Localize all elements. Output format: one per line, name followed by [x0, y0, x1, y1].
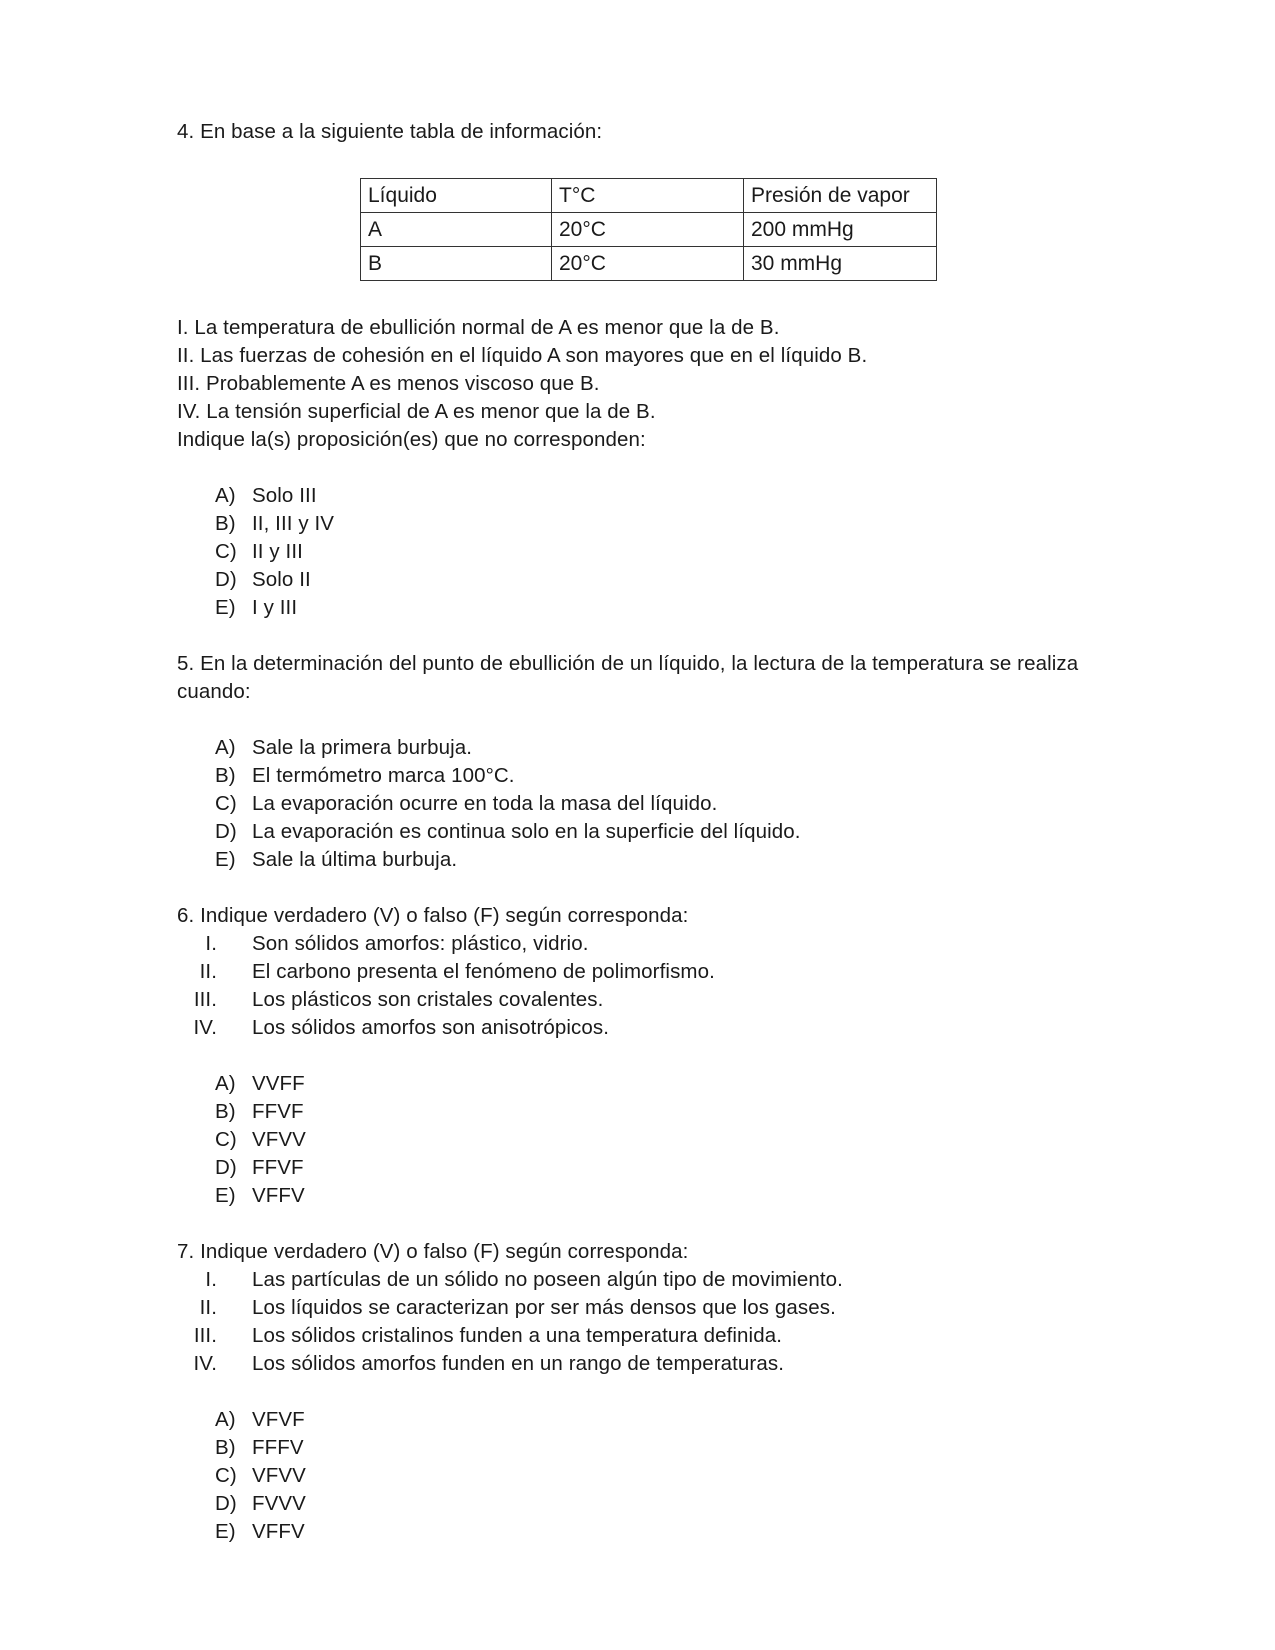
option-b	[215, 510, 334, 538]
option-text: FVVV	[252, 1492, 306, 1515]
option-text: VFFV	[252, 1184, 305, 1207]
option-e	[215, 846, 457, 874]
option-text: VFVV	[252, 1464, 306, 1487]
option-letter: B)	[215, 1436, 236, 1459]
statement: Los sólidos amorfos son anisotrópicos.	[252, 1016, 610, 1039]
option-letter: D)	[215, 1492, 237, 1515]
table-header-row	[361, 179, 937, 213]
option-text: I y III	[252, 596, 298, 619]
option-letter: C)	[215, 792, 237, 815]
statement: II. Las fuerzas de cohesión en el líquido A son mayores que en el líquido B.	[177, 344, 868, 367]
option-letter: A)	[215, 1408, 236, 1431]
statement: Los líquidos se caracterizan por ser más densos que los gases.	[252, 1296, 836, 1319]
option-text: Solo III	[252, 484, 317, 507]
option-letter: A)	[215, 736, 236, 759]
option-letter: D)	[215, 1156, 237, 1179]
option-letter: E)	[215, 1520, 236, 1543]
question-4-title: 4. En base a la siguiente tabla de información:	[177, 120, 603, 143]
option-e	[215, 1518, 305, 1546]
statement-number: I.	[205, 932, 217, 955]
option-text: Sale la última burbuja.	[252, 848, 458, 871]
option-text: FFFV	[252, 1436, 304, 1459]
option-letter: B)	[215, 512, 236, 535]
table-row	[361, 247, 937, 281]
statement-number: IV.	[193, 1352, 217, 1375]
statement-number: II.	[199, 1296, 217, 1319]
option-b	[215, 762, 515, 790]
option-d	[215, 1154, 304, 1182]
table-cell: 20°C	[552, 213, 744, 247]
option-letter: D)	[215, 568, 237, 591]
option-text: VFFV	[252, 1520, 305, 1543]
table-header-cell: T°C	[552, 179, 744, 213]
statement: El carbono presenta el fenómeno de polimorfismo.	[252, 960, 715, 983]
option-letter: A)	[215, 1072, 236, 1095]
option-text: VFVV	[252, 1128, 306, 1151]
question-5-title: 5. En la determinación del punto de ebullición de un líquido, la lectura de la temperatura se realiza	[177, 652, 1079, 675]
option-text: VFVF	[252, 1408, 305, 1431]
vapor-pressure-table	[360, 178, 937, 281]
statement: Son sólidos amorfos: plástico, vidrio.	[252, 932, 589, 955]
statement: Los plásticos son cristales covalentes.	[252, 988, 604, 1011]
option-letter: C)	[215, 1464, 237, 1487]
option-letter: C)	[215, 540, 237, 563]
table-cell: 30 mmHg	[744, 247, 937, 281]
statement-number: II.	[199, 960, 217, 983]
statement-number: IV.	[193, 1016, 217, 1039]
table-cell: 20°C	[552, 247, 744, 281]
option-letter: D)	[215, 820, 237, 843]
option-letter: E)	[215, 1184, 236, 1207]
option-c	[215, 538, 303, 566]
option-letter: E)	[215, 848, 236, 871]
question-7-title: 7. Indique verdadero (V) o falso (F) según corresponda:	[177, 1240, 689, 1263]
option-d	[215, 1490, 306, 1518]
option-e	[215, 1182, 305, 1210]
option-b	[215, 1434, 304, 1462]
question-6-title: 6. Indique verdadero (V) o falso (F) según corresponda:	[177, 904, 689, 927]
option-c	[215, 1126, 306, 1154]
option-text: FFVF	[252, 1100, 304, 1123]
option-d	[215, 818, 801, 846]
table-cell: B	[361, 247, 552, 281]
table-cell: A	[361, 213, 552, 247]
option-text: La evaporación ocurre en toda la masa del líquido.	[252, 792, 718, 815]
statement: IV. La tensión superficial de A es menor que la de B.	[177, 400, 656, 423]
option-a	[215, 734, 472, 762]
option-letter: B)	[215, 1100, 236, 1123]
statement: Los sólidos cristalinos funden a una temperatura definida.	[252, 1324, 783, 1347]
option-a	[215, 482, 317, 510]
option-a	[215, 1070, 305, 1098]
statement: Los sólidos amorfos funden en un rango de temperaturas.	[252, 1352, 784, 1375]
statement-number: III.	[193, 1324, 217, 1347]
option-letter: C)	[215, 1128, 237, 1151]
option-text: La evaporación es continua solo en la superficie del líquido.	[252, 820, 801, 843]
statement: Las partículas de un sólido no poseen algún tipo de movimiento.	[252, 1268, 843, 1291]
option-a	[215, 1406, 305, 1434]
option-d	[215, 566, 311, 594]
option-text: Solo II	[252, 568, 311, 591]
option-e	[215, 594, 297, 622]
option-c	[215, 1462, 306, 1490]
statement-number: III.	[193, 988, 217, 1011]
statement: III. Probablemente A es menos viscoso que B.	[177, 372, 600, 395]
instruction: Indique la(s) proposición(es) que no corresponden:	[177, 428, 646, 451]
option-text: Sale la primera burbuja.	[252, 736, 473, 759]
table-row	[361, 213, 937, 247]
table-header-cell: Presión de vapor	[744, 179, 937, 213]
option-text: VVFF	[252, 1072, 305, 1095]
table-header-cell: Líquido	[361, 179, 552, 213]
option-text: El termómetro marca 100°C.	[252, 764, 515, 787]
option-b	[215, 1098, 304, 1126]
table-cell: 200 mmHg	[744, 213, 937, 247]
question-5-title-continuation: cuando:	[177, 680, 251, 703]
option-letter: E)	[215, 596, 236, 619]
option-text: II, III y IV	[252, 512, 335, 535]
option-c	[215, 790, 717, 818]
statement: I. La temperatura de ebullición normal de A es menor que la de B.	[177, 316, 780, 339]
statement-number: I.	[205, 1268, 217, 1291]
option-text: FFVF	[252, 1156, 304, 1179]
option-letter: A)	[215, 484, 236, 507]
option-letter: B)	[215, 764, 236, 787]
option-text: II y III	[252, 540, 303, 563]
